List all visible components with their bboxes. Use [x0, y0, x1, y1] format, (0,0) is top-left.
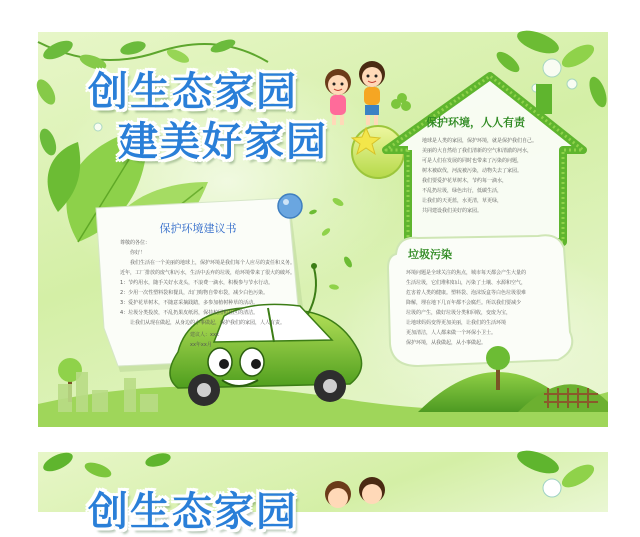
poster-board — [38, 32, 608, 427]
letter-line: 尊敬的各位： — [120, 240, 151, 246]
waste-line: 降解，埋在地下几百年都不会腐烂。所以我们要减少 — [406, 300, 522, 306]
house-line: 让我们的天更蓝，水更清，草更绿， — [422, 198, 503, 204]
waste-line: 保护环境，从我做起，从小事做起。 — [406, 340, 487, 346]
waste-line: 生活垃圾，它们堆积如山，污染了土壤、水源和空气， — [406, 280, 527, 286]
letter-line: xx年xx月 — [120, 342, 212, 348]
house-line: 美丽的大自然给了我们清新的空气和清澈的河水， — [422, 148, 533, 154]
waste-line: 环境问题是全球关注的焦点，城市每天都会产生大量的 — [406, 270, 527, 276]
house-line: 不乱扔垃圾，绿色出行，低碳生活， — [422, 188, 503, 194]
house-line: 树木被砍伐，河流被污染，动物失去了家园。 — [422, 168, 523, 174]
house-line: 我们要爱护花草树木，节约每一滴水， — [422, 178, 508, 184]
house-title: 保护环境，人人有责 — [426, 116, 525, 129]
title-line-1: 创生态家园 — [88, 69, 298, 115]
clover-decoration — [391, 93, 411, 111]
waste-line: 更加清洁，人人都来做一个环保小卫士。 — [406, 330, 497, 336]
letter-line: 4：垃圾分类投放，不乱扔果皮纸屑，保持校园和社区的清洁。 — [120, 310, 259, 316]
preview-title-line-1: 创生态家园 — [88, 489, 298, 535]
letter-line: 1：节约用水，随手关好水龙头，不浪费一滴水，积极参与节水行动。 — [120, 280, 274, 286]
house-line: 地球是人类的家园，保护环境，就是保护我们自己。 — [422, 138, 538, 144]
pin — [278, 194, 302, 218]
letter-line: 让我们从现在做起，从身边的小事做起，保护我们的家园，人人有责。 — [120, 320, 286, 326]
letter-title: 保护环境建议书 — [159, 222, 237, 235]
letter-line: 我们生活在一个美丽的地球上，保护环境是我们每个人应尽的责任和义务。 — [120, 260, 296, 266]
poster-board-preview — [38, 452, 608, 535]
waste-title: 垃圾污染 — [408, 248, 452, 261]
letter-line: 建议人：xxx — [120, 332, 219, 338]
waste-line: 危害着人类的健康。塑料袋、泡沫饭盒等白色垃圾很难 — [406, 290, 527, 296]
title-line-2: 建美好家园 — [118, 119, 328, 165]
waste-line: 垃圾的产生，做好垃圾分类和回收，变废为宝， — [406, 310, 512, 316]
letter-line: 2：少用一次性塑料袋和餐具，出门购物自带布袋，减少白色污染。 — [120, 290, 269, 296]
letter-line: 近年，工厂排放的废气和污水，生活中丢弃的垃圾，给环境带来了很大的破坏。 — [120, 270, 296, 276]
house-line: 共同建设我们美好的家园。 — [422, 208, 483, 214]
waste-line: 让地球妈妈变得更加美丽，让我们的生活环境 — [406, 320, 507, 326]
letter-line: 你好！ — [120, 250, 146, 256]
letter-line: 3：爱护花草树木，不随意采摘践踏，多参加植树种草的活动。 — [120, 300, 259, 306]
house-line: 可是人们在发展的同时也带来了污染的问题， — [422, 158, 523, 164]
